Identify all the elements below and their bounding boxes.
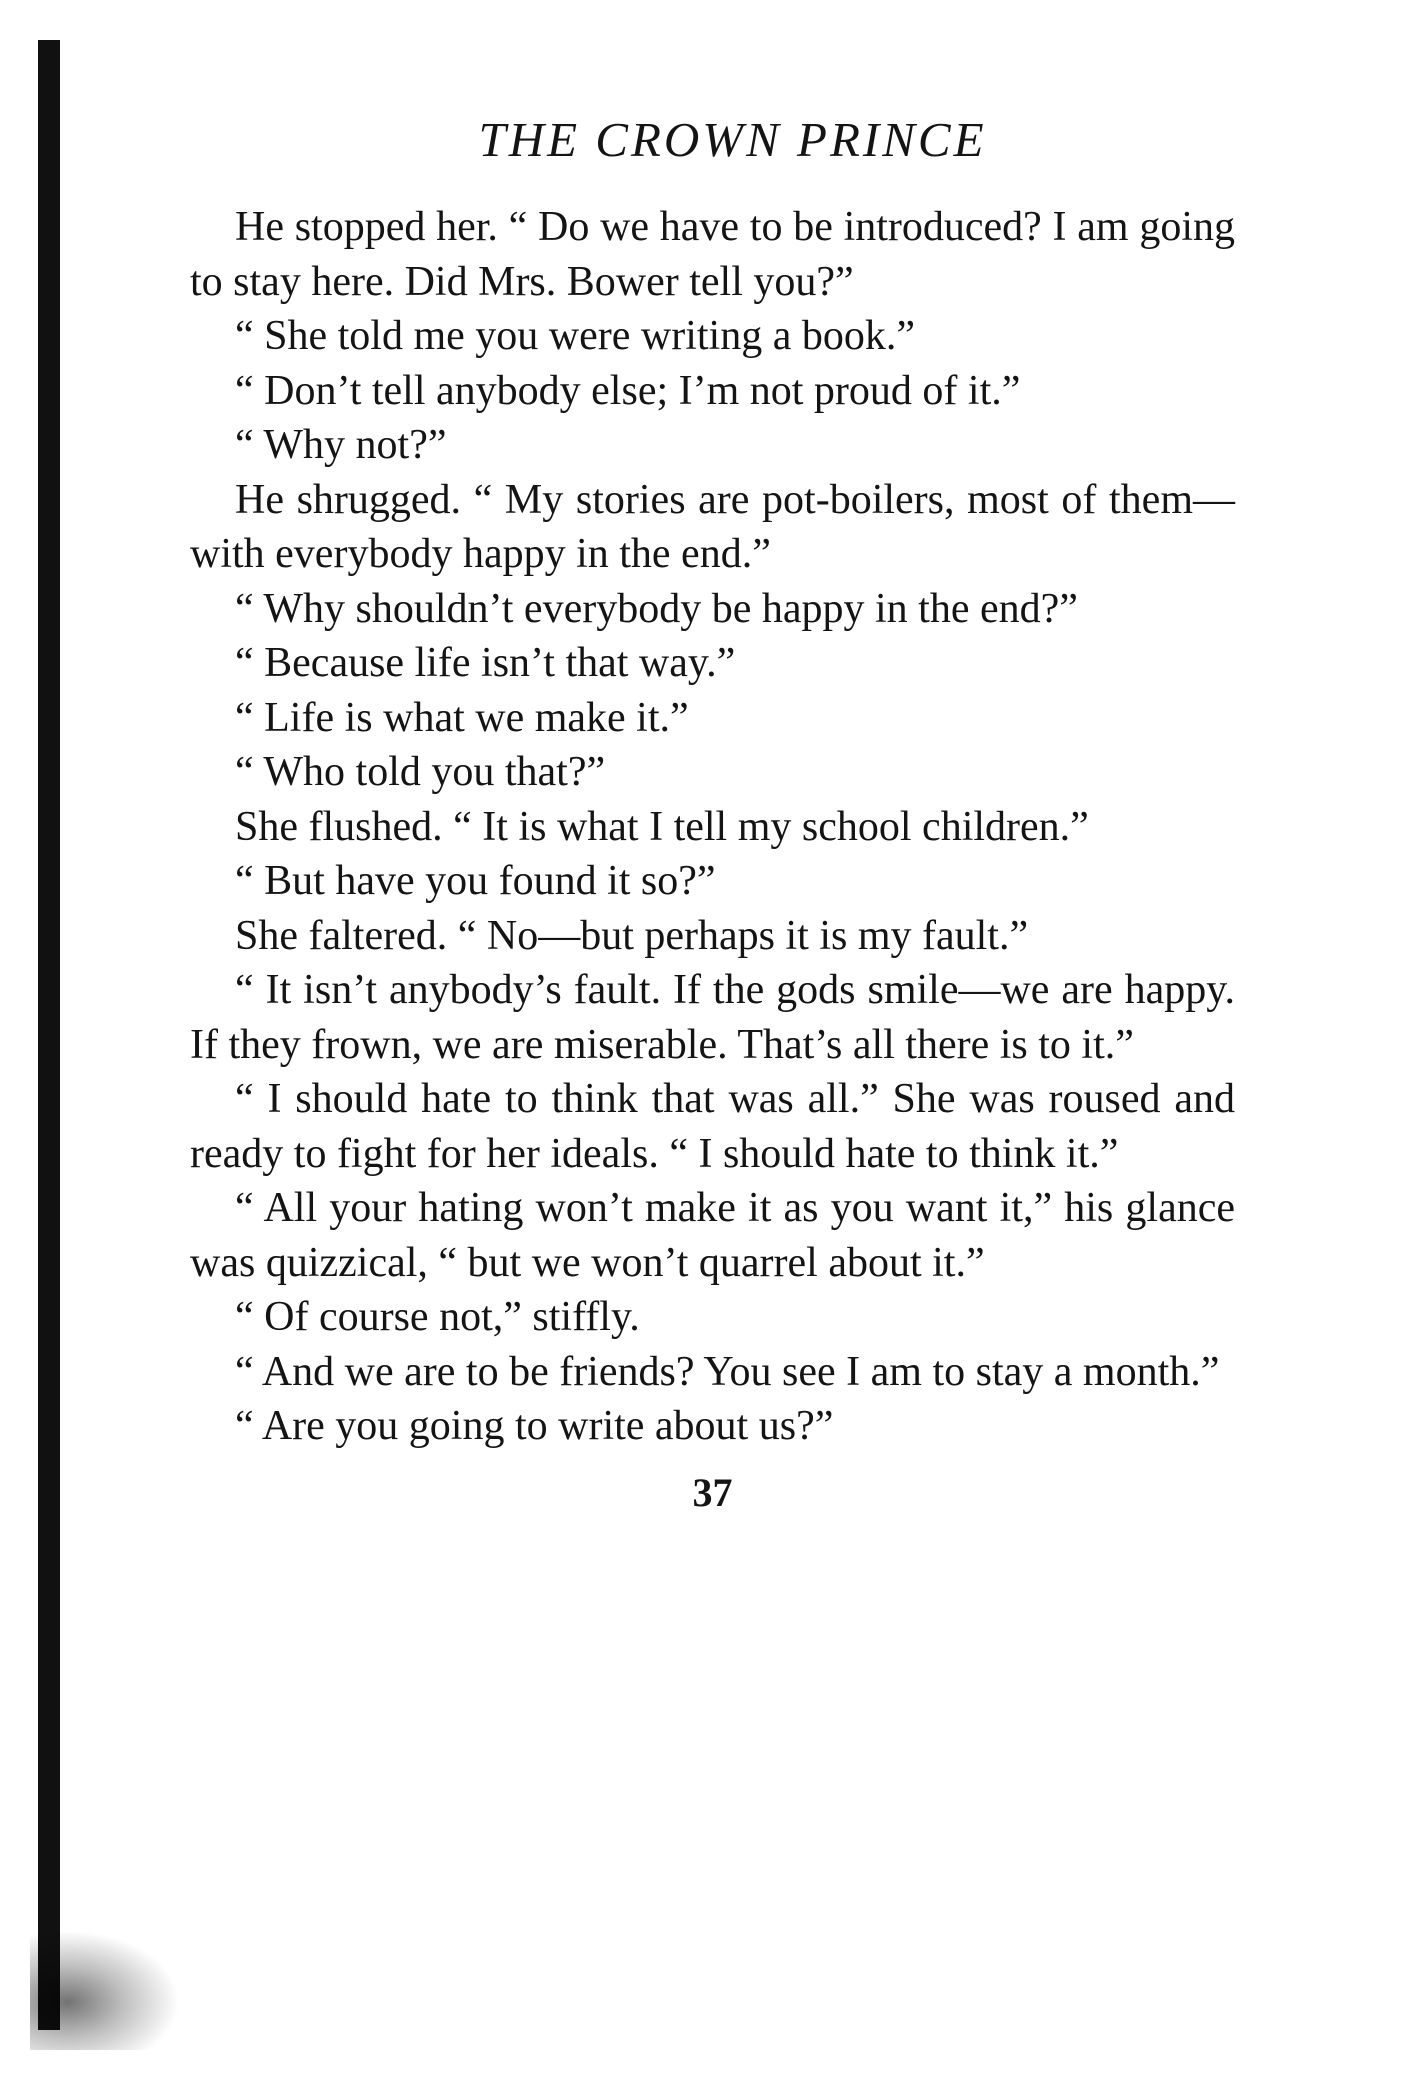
page-number: 37: [692, 1469, 733, 1515]
body-text: [190, 200, 1235, 1454]
paragraph: “ She told me you were writing a book.”: [235, 313, 915, 359]
book-spine-shadow: [38, 40, 60, 2030]
scan-speckle: [30, 1930, 180, 2050]
paragraph: “ Are you going to write about us?”: [235, 1403, 834, 1449]
paragraph: “ Of course not,” stiffly.: [235, 1294, 640, 1340]
paragraph: “ It isn’t anybody’s fault. If the gods smile—we are happy. If they frown, we are miserable. That’s all there is to it.”: [190, 967, 1235, 1068]
paragraph: “ And we are to be friends? You see I am to stay a month.”: [235, 1348, 1220, 1395]
running-head: THE CROWN PRINCE: [478, 112, 987, 167]
paragraph: He stopped her. “ Do we have to be introduced? I am going to stay here. Did Mrs. Bower tell you?”: [190, 204, 1235, 305]
paragraph: She flushed. “ It is what I tell my school children.”: [235, 803, 1089, 850]
paragraph: “ But have you found it so?”: [235, 858, 716, 904]
book-page: [190, 108, 1235, 1518]
paragraph: “ Don’t tell anybody else; I’m not proud of it.”: [235, 367, 1021, 414]
paragraph: “ Because life isn’t that way.”: [235, 640, 736, 686]
paragraph: “ Who told you that?”: [235, 749, 606, 795]
paragraph: She faltered. “ No—but perhaps it is my fault.”: [235, 912, 1029, 959]
paragraph: “ Why not?”: [235, 422, 447, 468]
paragraph: “ Why shouldn’t everybody be happy in the end?”: [235, 585, 1078, 632]
paragraph: “ All your hating won’t make it as you want it,” his glance was quizzical, “ but we won’t quarrel about it.”: [190, 1185, 1235, 1286]
paragraph: He shrugged. “ My stories are pot-boilers, most of them—with everybody happy in the end.”: [190, 476, 1235, 577]
paragraph: “ I should hate to think that was all.” She was roused and ready to fight for her ideals. “ I should hate to think it.”: [190, 1076, 1235, 1177]
paragraph: “ Life is what we make it.”: [235, 694, 689, 741]
